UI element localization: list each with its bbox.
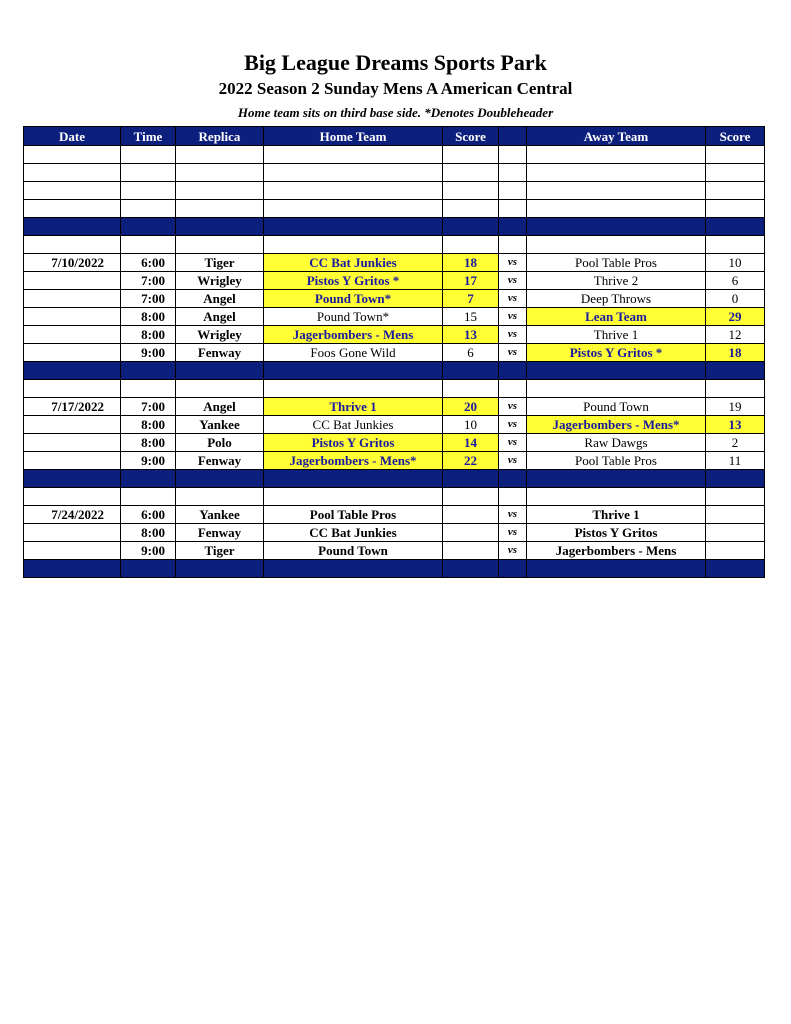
empty-cell bbox=[121, 362, 176, 380]
field-cell: Fenway bbox=[176, 524, 264, 542]
home-score-cell bbox=[443, 506, 499, 524]
empty-cell bbox=[121, 380, 176, 398]
empty-cell bbox=[176, 380, 264, 398]
date-cell bbox=[24, 524, 121, 542]
away-team-cell: Pistos Y Gritos bbox=[527, 524, 706, 542]
empty-row bbox=[24, 146, 765, 164]
home-team-cell: CC Bat Junkies bbox=[264, 254, 443, 272]
vs-cell: vs bbox=[499, 398, 527, 416]
empty-cell bbox=[176, 164, 264, 182]
game-row bbox=[24, 542, 765, 560]
away-score-cell: 13 bbox=[706, 416, 765, 434]
empty-cell bbox=[176, 488, 264, 506]
empty-cell bbox=[121, 236, 176, 254]
date-cell bbox=[24, 452, 121, 470]
home-score-cell bbox=[443, 524, 499, 542]
empty-cell bbox=[443, 380, 499, 398]
empty-cell bbox=[443, 488, 499, 506]
empty-cell bbox=[443, 560, 499, 578]
field-cell: Yankee bbox=[176, 416, 264, 434]
empty-cell bbox=[264, 470, 443, 488]
time-cell: 9:00 bbox=[121, 452, 176, 470]
empty-cell bbox=[264, 560, 443, 578]
field-cell: Wrigley bbox=[176, 272, 264, 290]
home-team-cell: Pistos Y Gritos * bbox=[264, 272, 443, 290]
game-row bbox=[24, 524, 765, 542]
time-cell: 9:00 bbox=[121, 344, 176, 362]
empty-row bbox=[24, 182, 765, 200]
vs-cell: vs bbox=[499, 272, 527, 290]
empty-cell bbox=[24, 362, 121, 380]
empty-cell bbox=[24, 182, 121, 200]
empty-cell bbox=[264, 380, 443, 398]
home-team-cell: Foos Gone Wild bbox=[264, 344, 443, 362]
away-score-cell: 0 bbox=[706, 290, 765, 308]
home-team-cell: CC Bat Junkies bbox=[264, 416, 443, 434]
vs-cell: vs bbox=[499, 452, 527, 470]
game-row bbox=[24, 434, 765, 452]
empty-row bbox=[24, 488, 765, 506]
separator-row bbox=[24, 560, 765, 578]
empty-cell bbox=[527, 146, 706, 164]
vs-cell: vs bbox=[499, 434, 527, 452]
col-header-away-team: Away Team bbox=[527, 127, 706, 146]
home-score-cell: 17 bbox=[443, 272, 499, 290]
empty-cell bbox=[499, 560, 527, 578]
time-cell: 9:00 bbox=[121, 542, 176, 560]
empty-cell bbox=[443, 182, 499, 200]
time-cell: 8:00 bbox=[121, 434, 176, 452]
game-row bbox=[24, 398, 765, 416]
field-cell: Wrigley bbox=[176, 326, 264, 344]
game-row bbox=[24, 452, 765, 470]
away-score-cell: 29 bbox=[706, 308, 765, 326]
empty-cell bbox=[499, 236, 527, 254]
empty-cell bbox=[24, 236, 121, 254]
empty-cell bbox=[527, 488, 706, 506]
date-cell bbox=[24, 434, 121, 452]
empty-cell bbox=[499, 182, 527, 200]
empty-row bbox=[24, 200, 765, 218]
col-header-replica: Replica bbox=[176, 127, 264, 146]
field-cell: Angel bbox=[176, 308, 264, 326]
empty-cell bbox=[527, 182, 706, 200]
empty-cell bbox=[499, 488, 527, 506]
empty-cell bbox=[527, 200, 706, 218]
field-cell: Polo bbox=[176, 434, 264, 452]
empty-cell bbox=[24, 200, 121, 218]
col-header-date: Date bbox=[24, 127, 121, 146]
empty-cell bbox=[499, 380, 527, 398]
home-team-cell: Jagerbombers - Mens* bbox=[264, 452, 443, 470]
empty-cell bbox=[264, 200, 443, 218]
date-cell: 7/17/2022 bbox=[24, 398, 121, 416]
empty-cell bbox=[176, 362, 264, 380]
home-team-cell: Pistos Y Gritos bbox=[264, 434, 443, 452]
empty-cell bbox=[499, 218, 527, 236]
home-team-cell: Pound Town* bbox=[264, 290, 443, 308]
col-header-home-score: Score bbox=[443, 127, 499, 146]
header-row bbox=[24, 127, 765, 146]
empty-cell bbox=[706, 236, 765, 254]
vs-cell: vs bbox=[499, 524, 527, 542]
col-header-vs bbox=[499, 127, 527, 146]
empty-cell bbox=[264, 182, 443, 200]
time-cell: 8:00 bbox=[121, 326, 176, 344]
empty-cell bbox=[527, 236, 706, 254]
time-cell: 6:00 bbox=[121, 254, 176, 272]
empty-cell bbox=[264, 362, 443, 380]
home-team-cell: Pound Town bbox=[264, 542, 443, 560]
home-score-cell: 10 bbox=[443, 416, 499, 434]
empty-cell bbox=[121, 146, 176, 164]
empty-cell bbox=[443, 218, 499, 236]
game-row bbox=[24, 290, 765, 308]
away-team-cell: Jagerbombers - Mens bbox=[527, 542, 706, 560]
home-team-cell: Pound Town* bbox=[264, 308, 443, 326]
schedule-table bbox=[23, 126, 765, 578]
vs-cell: vs bbox=[499, 308, 527, 326]
col-header-home-team: Home Team bbox=[264, 127, 443, 146]
empty-cell bbox=[706, 362, 765, 380]
page-note: Home team sits on third base side. *Denotes Doubleheader bbox=[237, 105, 554, 120]
away-score-cell: 2 bbox=[706, 434, 765, 452]
empty-row bbox=[24, 164, 765, 182]
empty-cell bbox=[499, 470, 527, 488]
schedule-body bbox=[24, 146, 765, 578]
game-row bbox=[24, 506, 765, 524]
empty-cell bbox=[24, 164, 121, 182]
empty-cell bbox=[706, 470, 765, 488]
home-score-cell bbox=[443, 542, 499, 560]
empty-cell bbox=[706, 488, 765, 506]
time-cell: 8:00 bbox=[121, 524, 176, 542]
empty-cell bbox=[706, 380, 765, 398]
away-team-cell: Pound Town bbox=[527, 398, 706, 416]
separator-row bbox=[24, 470, 765, 488]
away-team-cell: Thrive 1 bbox=[527, 506, 706, 524]
field-cell: Fenway bbox=[176, 344, 264, 362]
empty-cell bbox=[527, 470, 706, 488]
empty-cell bbox=[443, 200, 499, 218]
empty-cell bbox=[499, 200, 527, 218]
empty-cell bbox=[176, 560, 264, 578]
empty-cell bbox=[24, 380, 121, 398]
empty-cell bbox=[176, 236, 264, 254]
date-cell bbox=[24, 542, 121, 560]
date-cell bbox=[24, 416, 121, 434]
empty-cell bbox=[443, 146, 499, 164]
empty-cell bbox=[443, 470, 499, 488]
field-cell: Fenway bbox=[176, 452, 264, 470]
away-team-cell: Thrive 1 bbox=[527, 326, 706, 344]
vs-cell: vs bbox=[499, 542, 527, 560]
game-row bbox=[24, 326, 765, 344]
empty-cell bbox=[24, 146, 121, 164]
empty-cell bbox=[527, 380, 706, 398]
home-score-cell: 14 bbox=[443, 434, 499, 452]
home-team-cell: Jagerbombers - Mens bbox=[264, 326, 443, 344]
empty-cell bbox=[176, 200, 264, 218]
home-team-cell: CC Bat Junkies bbox=[264, 524, 443, 542]
away-team-cell: Thrive 2 bbox=[527, 272, 706, 290]
away-score-cell bbox=[706, 524, 765, 542]
away-team-cell: Pistos Y Gritos * bbox=[527, 344, 706, 362]
away-score-cell: 12 bbox=[706, 326, 765, 344]
date-cell bbox=[24, 326, 121, 344]
home-team-cell: Pool Table Pros bbox=[264, 506, 443, 524]
empty-cell bbox=[706, 200, 765, 218]
game-row bbox=[24, 272, 765, 290]
away-score-cell: 10 bbox=[706, 254, 765, 272]
date-cell: 7/10/2022 bbox=[24, 254, 121, 272]
empty-cell bbox=[527, 560, 706, 578]
vs-cell: vs bbox=[499, 254, 527, 272]
separator-row bbox=[24, 218, 765, 236]
time-cell: 8:00 bbox=[121, 416, 176, 434]
home-score-cell: 6 bbox=[443, 344, 499, 362]
separator-row bbox=[24, 362, 765, 380]
empty-cell bbox=[24, 470, 121, 488]
game-row bbox=[24, 344, 765, 362]
empty-cell bbox=[706, 164, 765, 182]
vs-cell: vs bbox=[499, 344, 527, 362]
game-row bbox=[24, 416, 765, 434]
empty-cell bbox=[706, 182, 765, 200]
away-team-cell: Lean Team bbox=[527, 308, 706, 326]
col-header-time: Time bbox=[121, 127, 176, 146]
away-score-cell bbox=[706, 506, 765, 524]
empty-cell bbox=[121, 218, 176, 236]
time-cell: 6:00 bbox=[121, 506, 176, 524]
empty-cell bbox=[121, 560, 176, 578]
empty-cell bbox=[706, 146, 765, 164]
date-cell: 7/24/2022 bbox=[24, 506, 121, 524]
away-score-cell bbox=[706, 542, 765, 560]
away-score-cell: 18 bbox=[706, 344, 765, 362]
away-team-cell: Pool Table Pros bbox=[527, 254, 706, 272]
empty-cell bbox=[443, 362, 499, 380]
field-cell: Tiger bbox=[176, 254, 264, 272]
away-team-cell: Raw Dawgs bbox=[527, 434, 706, 452]
home-score-cell: 22 bbox=[443, 452, 499, 470]
empty-cell bbox=[176, 470, 264, 488]
empty-cell bbox=[176, 182, 264, 200]
empty-cell bbox=[264, 164, 443, 182]
col-header-away-score: Score bbox=[706, 127, 765, 146]
empty-cell bbox=[176, 146, 264, 164]
away-team-cell: Pool Table Pros bbox=[527, 452, 706, 470]
vs-cell: vs bbox=[499, 506, 527, 524]
empty-cell bbox=[264, 146, 443, 164]
game-row bbox=[24, 254, 765, 272]
date-cell bbox=[24, 308, 121, 326]
empty-cell bbox=[121, 200, 176, 218]
field-cell: Angel bbox=[176, 398, 264, 416]
time-cell: 7:00 bbox=[121, 290, 176, 308]
home-score-cell: 18 bbox=[443, 254, 499, 272]
vs-cell: vs bbox=[499, 416, 527, 434]
home-team-cell: Thrive 1 bbox=[264, 398, 443, 416]
empty-row bbox=[24, 236, 765, 254]
empty-cell bbox=[121, 182, 176, 200]
empty-cell bbox=[706, 218, 765, 236]
empty-row bbox=[24, 380, 765, 398]
empty-cell bbox=[24, 560, 121, 578]
away-score-cell: 19 bbox=[706, 398, 765, 416]
empty-cell bbox=[264, 236, 443, 254]
empty-cell bbox=[443, 236, 499, 254]
page-title: Big League Dreams Sports Park bbox=[244, 50, 547, 75]
away-score-cell: 6 bbox=[706, 272, 765, 290]
empty-cell bbox=[527, 218, 706, 236]
field-cell: Yankee bbox=[176, 506, 264, 524]
field-cell: Angel bbox=[176, 290, 264, 308]
empty-cell bbox=[24, 218, 121, 236]
empty-cell bbox=[121, 488, 176, 506]
vs-cell: vs bbox=[499, 326, 527, 344]
date-cell bbox=[24, 344, 121, 362]
time-cell: 7:00 bbox=[121, 398, 176, 416]
home-score-cell: 13 bbox=[443, 326, 499, 344]
empty-cell bbox=[264, 218, 443, 236]
empty-cell bbox=[499, 146, 527, 164]
empty-cell bbox=[527, 362, 706, 380]
home-score-cell: 20 bbox=[443, 398, 499, 416]
date-cell bbox=[24, 290, 121, 308]
empty-cell bbox=[176, 218, 264, 236]
empty-cell bbox=[499, 164, 527, 182]
empty-cell bbox=[264, 488, 443, 506]
vs-cell: vs bbox=[499, 290, 527, 308]
time-cell: 8:00 bbox=[121, 308, 176, 326]
empty-cell bbox=[443, 164, 499, 182]
empty-cell bbox=[706, 560, 765, 578]
empty-cell bbox=[121, 470, 176, 488]
away-team-cell: Deep Throws bbox=[527, 290, 706, 308]
home-score-cell: 7 bbox=[443, 290, 499, 308]
away-team-cell: Jagerbombers - Mens* bbox=[527, 416, 706, 434]
field-cell: Tiger bbox=[176, 542, 264, 560]
empty-cell bbox=[24, 488, 121, 506]
empty-cell bbox=[499, 362, 527, 380]
empty-cell bbox=[527, 164, 706, 182]
page-subtitle: 2022 Season 2 Sunday Mens A American Central bbox=[218, 79, 573, 98]
date-cell bbox=[24, 272, 121, 290]
time-cell: 7:00 bbox=[121, 272, 176, 290]
home-score-cell: 15 bbox=[443, 308, 499, 326]
empty-cell bbox=[121, 164, 176, 182]
game-row bbox=[24, 308, 765, 326]
away-score-cell: 11 bbox=[706, 452, 765, 470]
